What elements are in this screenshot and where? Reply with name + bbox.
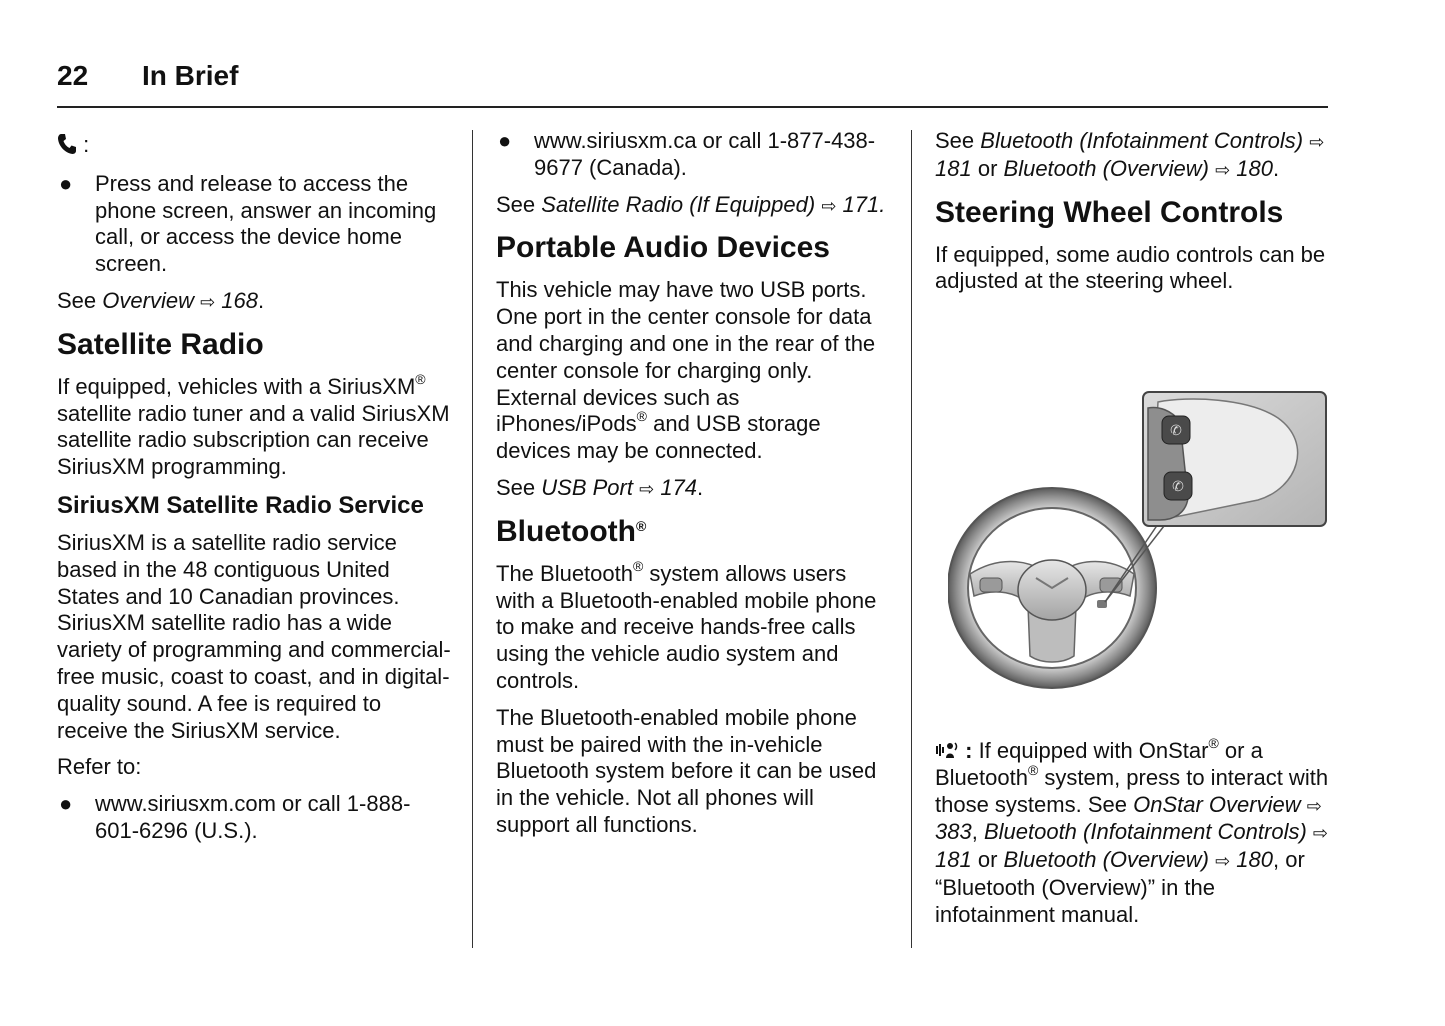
text: or <box>971 155 1004 181</box>
portable-paragraph <box>496 277 891 465</box>
text: This vehicle may have two USB ports. One port in the center console for data and charging and one in the rear of the center console for charging only. External devices such as iPhones/iPods <box>496 277 876 437</box>
text: or <box>971 847 1004 873</box>
see-overview-ref <box>57 288 452 316</box>
heading-portable-audio: Portable Audio Devices <box>496 231 830 265</box>
xref-page: 168 <box>221 287 259 313</box>
phone-separator: : <box>83 132 90 157</box>
xref-page: 181 <box>935 847 972 873</box>
page-ref-arrow-icon: ⇨ <box>1215 851 1231 872</box>
refer-to: Refer to: <box>57 754 142 780</box>
xref-title: USB Port <box>541 474 633 500</box>
voice-paragraph <box>935 735 1330 929</box>
registered-mark: ® <box>635 517 647 534</box>
page-number: 22 <box>57 60 89 91</box>
text: or a Bluetooth <box>935 738 1263 790</box>
page-ref-arrow-icon: ⇨ <box>1306 795 1322 816</box>
bullet-dot: ● <box>498 128 512 153</box>
see-bluetooth-ref <box>935 128 1330 184</box>
xref-page: 171 <box>842 191 880 217</box>
phone-icon-line <box>57 132 452 159</box>
xref-page: 181 <box>935 155 972 181</box>
steering-wheel-figure <box>948 388 1330 708</box>
ref-suffix: . <box>258 287 265 313</box>
service-paragraph: SiriusXM is a satellite radio service based in the 48 contiguous United States and 10 Canadian provinces. SiriusXM satellite radio has a wide variety of programming and commercial-free music, coast to coast, and in digital-quality sound. A fee is required to receive the SiriusXM service. <box>57 529 451 743</box>
text: satellite radio tuner and a valid SiriusXM satellite radio subscription can receive SiriusXM programming. <box>57 400 450 480</box>
phone-icon <box>57 132 83 157</box>
ref-suffix: . <box>697 474 704 500</box>
text: , or “Bluetooth (Overview)” in the infotainment manual. <box>935 847 1305 927</box>
voice-separator: : <box>959 738 973 763</box>
heading-satellite-radio: Satellite Radio <box>57 327 264 361</box>
xref-page: 383 <box>935 819 972 845</box>
text: The Bluetooth <box>496 560 633 586</box>
xref-satellite-link[interactable] <box>541 192 885 217</box>
xref-usb-link[interactable] <box>541 475 697 500</box>
svg-text:✆: ✆ <box>1172 479 1184 495</box>
text: If equipped, vehicles with a SiriusXM <box>57 373 416 399</box>
registered-mark: ® <box>636 408 647 425</box>
xref-title: Satellite Radio (If Equipped) <box>541 191 816 217</box>
registered-mark: ® <box>632 557 644 574</box>
steering-paragraph: If equipped, some audio controls can be adjusted at the steering wheel. <box>935 241 1326 294</box>
svg-text:✆: ✆ <box>1170 423 1182 439</box>
text: and USB storage devices may be connected. <box>496 411 821 464</box>
heading-siriusxm-service: SiriusXM Satellite Radio Service <box>57 491 424 519</box>
list-item <box>57 791 452 845</box>
list-item <box>496 128 891 182</box>
bluetooth-paragraph-1 <box>496 557 891 695</box>
text: . <box>1273 155 1280 181</box>
section-title: In Brief <box>142 60 239 91</box>
xref-title: Bluetooth (Overview) <box>1003 155 1209 181</box>
xref-page: 180 <box>1236 847 1273 873</box>
page-ref-arrow-icon: ⇨ <box>821 195 837 216</box>
siriusxm-us-contact: www.siriusxm.com or call 1-888-601-6296 (U.S.). <box>95 791 411 843</box>
text: , <box>971 819 984 845</box>
xref-page: 180 <box>1236 155 1273 181</box>
xref-title: OnStar Overview <box>1133 791 1301 817</box>
siriusxm-ca-contact: www.siriusxm.ca or call 1-877-438-9677 (Canada). <box>534 128 876 180</box>
registered-mark: ® <box>1027 761 1039 778</box>
column-3 <box>935 128 1330 305</box>
see-satellite-ref <box>496 192 891 220</box>
column-1 <box>57 132 452 855</box>
header-rule <box>57 106 1328 108</box>
bluetooth-paragraph-2: The Bluetooth-enabled mobile phone must be paired with the in-vehicle Bluetooth system before it can be used in the vehicle. Not all phones will support all functions. <box>496 704 877 837</box>
text: system allows users with a Bluetooth-enabled mobile phone to make and receive hands-free calls using the vehicle audio system and controls. <box>496 560 877 693</box>
column-2 <box>496 128 891 849</box>
page-ref-arrow-icon: ⇨ <box>1215 159 1231 180</box>
ref-prefix: See <box>496 474 542 500</box>
text: system, press to interact with those systems. See <box>935 764 1329 817</box>
column-divider-right <box>911 130 912 948</box>
page-ref-arrow-icon: ⇨ <box>1309 132 1325 152</box>
bullet-dot: ● <box>59 791 73 817</box>
heading-steering-wheel-controls: Steering Wheel Controls <box>935 195 1284 229</box>
column-3-lower <box>935 735 1330 939</box>
ref-prefix: See <box>935 128 981 153</box>
column-divider-left <box>472 130 473 948</box>
xref-title: Overview <box>102 287 194 313</box>
satellite-paragraph <box>57 370 452 481</box>
xref-bt-overview-link[interactable] <box>1004 156 1273 181</box>
ref-prefix: See <box>57 287 103 313</box>
page-ref-arrow-icon: ⇨ <box>200 291 216 312</box>
phone-bullet-text: Press and release to access the phone screen, answer an incoming call, or access the device home screen. <box>95 170 437 277</box>
bullet-dot: ● <box>59 170 73 196</box>
page-ref-arrow-icon: ⇨ <box>639 478 655 499</box>
text: If equipped with OnStar <box>972 738 1209 763</box>
xref-page: 174 <box>660 474 698 500</box>
registered-mark: ® <box>415 370 426 387</box>
xref-title: Bluetooth (Infotainment Controls) <box>980 128 1304 153</box>
registered-mark: ® <box>1208 735 1219 751</box>
xref-overview-link[interactable] <box>102 288 258 313</box>
xref-bt-overview-link[interactable] <box>1004 847 1273 872</box>
ref-prefix: See <box>496 191 542 217</box>
xref-title: Bluetooth (Overview) <box>1003 847 1209 873</box>
ref-suffix: . <box>879 191 886 217</box>
heading-text: Bluetooth <box>496 514 636 548</box>
xref-title: Bluetooth (Infotainment Controls) <box>983 819 1307 845</box>
see-usb-ref <box>496 475 891 503</box>
list-item <box>57 171 452 278</box>
heading-bluetooth <box>496 515 891 549</box>
page-ref-arrow-icon: ⇨ <box>1312 823 1329 844</box>
voice-recognition-icon <box>935 738 959 763</box>
